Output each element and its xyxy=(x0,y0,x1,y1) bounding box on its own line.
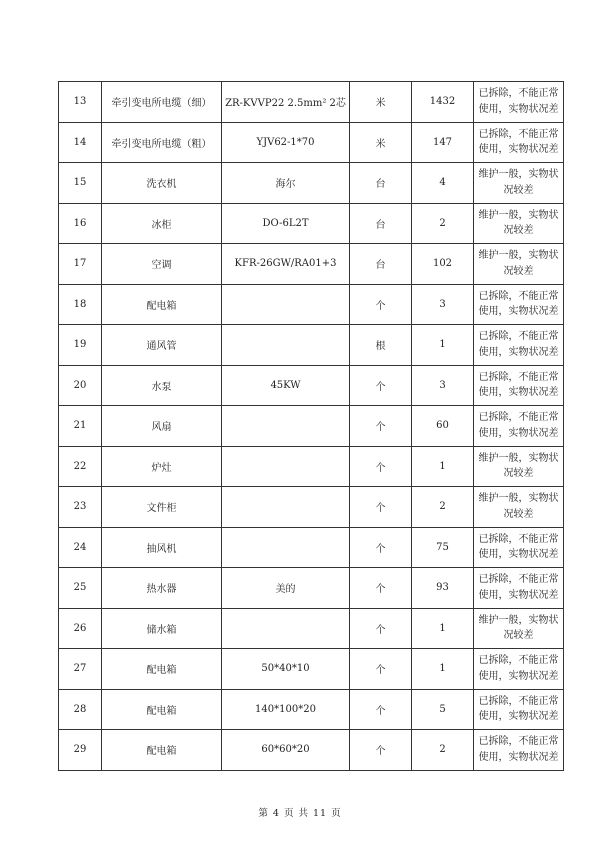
inventory-table xyxy=(58,81,564,771)
row-number: 23 xyxy=(59,487,102,528)
item-spec: ZR-KVVP22 2.5mm² 2芯 xyxy=(222,82,350,123)
item-status: 维护一般，实物状况较差 xyxy=(474,487,564,528)
row-number: 17 xyxy=(59,244,102,285)
item-spec xyxy=(222,284,350,325)
item-unit: 台 xyxy=(350,203,412,244)
item-status: 维护一般，实物状况较差 xyxy=(474,446,564,487)
item-name: 抽风机 xyxy=(102,527,222,568)
item-name: 配电箱 xyxy=(102,730,222,771)
item-unit: 个 xyxy=(350,527,412,568)
item-quantity: 2 xyxy=(412,203,474,244)
item-name: 配电箱 xyxy=(102,284,222,325)
item-name: 风扇 xyxy=(102,406,222,447)
item-name: 通风管 xyxy=(102,325,222,366)
row-number: 20 xyxy=(59,365,102,406)
item-quantity: 1 xyxy=(412,608,474,649)
item-spec: 45KW xyxy=(222,365,350,406)
item-name: 洗衣机 xyxy=(102,163,222,204)
item-status: 已拆除，不能正常使用，实物状况差 xyxy=(474,122,564,163)
item-status: 已拆除，不能正常使用，实物状况差 xyxy=(474,406,564,447)
table-row xyxy=(59,82,564,123)
item-spec: 60*60*20 xyxy=(222,730,350,771)
item-name: 空调 xyxy=(102,244,222,285)
item-unit: 个 xyxy=(350,487,412,528)
item-spec: DO-6L2T xyxy=(222,203,350,244)
table-row xyxy=(59,730,564,771)
item-spec xyxy=(222,608,350,649)
table-row xyxy=(59,325,564,366)
item-quantity: 1 xyxy=(412,446,474,487)
item-status: 维护一般，实物状况较差 xyxy=(474,608,564,649)
table-row xyxy=(59,122,564,163)
table-row xyxy=(59,244,564,285)
item-spec: 海尔 xyxy=(222,163,350,204)
item-spec: YJV62-1*70 xyxy=(222,122,350,163)
table-row xyxy=(59,163,564,204)
row-number: 21 xyxy=(59,406,102,447)
item-name: 水泵 xyxy=(102,365,222,406)
row-number: 26 xyxy=(59,608,102,649)
table-row xyxy=(59,406,564,447)
item-unit: 个 xyxy=(350,689,412,730)
table-row xyxy=(59,284,564,325)
item-status: 已拆除，不能正常使用，实物状况差 xyxy=(474,82,564,123)
item-status: 已拆除，不能正常使用，实物状况差 xyxy=(474,568,564,609)
row-number: 14 xyxy=(59,122,102,163)
item-quantity: 93 xyxy=(412,568,474,609)
inventory-table-body xyxy=(59,82,564,771)
item-name: 炉灶 xyxy=(102,446,222,487)
item-quantity: 1 xyxy=(412,649,474,690)
row-number: 24 xyxy=(59,527,102,568)
row-number: 28 xyxy=(59,689,102,730)
item-status: 维护一般，实物状况较差 xyxy=(474,163,564,204)
page-footer: 第 4 页 共 11 页 xyxy=(258,808,342,819)
item-name: 文件柜 xyxy=(102,487,222,528)
item-quantity: 4 xyxy=(412,163,474,204)
row-number: 15 xyxy=(59,163,102,204)
item-quantity: 60 xyxy=(412,406,474,447)
table-row xyxy=(59,689,564,730)
item-name: 配电箱 xyxy=(102,689,222,730)
item-spec xyxy=(222,527,350,568)
item-quantity: 1 xyxy=(412,325,474,366)
item-quantity: 2 xyxy=(412,487,474,528)
item-unit: 米 xyxy=(350,82,412,123)
item-spec: 50*40*10 xyxy=(222,649,350,690)
item-name: 储水箱 xyxy=(102,608,222,649)
item-unit: 根 xyxy=(350,325,412,366)
item-unit: 个 xyxy=(350,446,412,487)
row-number: 18 xyxy=(59,284,102,325)
item-status: 已拆除，不能正常使用，实物状况差 xyxy=(474,649,564,690)
item-status: 已拆除，不能正常使用，实物状况差 xyxy=(474,689,564,730)
item-status: 维护一般，实物状况较差 xyxy=(474,244,564,285)
item-spec xyxy=(222,325,350,366)
table-row xyxy=(59,568,564,609)
item-name: 牵引变电所电缆（细） xyxy=(102,82,222,123)
row-number: 19 xyxy=(59,325,102,366)
table-row xyxy=(59,527,564,568)
item-unit: 个 xyxy=(350,608,412,649)
row-number: 25 xyxy=(59,568,102,609)
item-name: 牵引变电所电缆（粗） xyxy=(102,122,222,163)
item-name: 配电箱 xyxy=(102,649,222,690)
row-number: 27 xyxy=(59,649,102,690)
item-quantity: 3 xyxy=(412,284,474,325)
row-number: 29 xyxy=(59,730,102,771)
item-unit: 个 xyxy=(350,284,412,325)
item-unit: 台 xyxy=(350,163,412,204)
row-number: 13 xyxy=(59,82,102,123)
row-number: 22 xyxy=(59,446,102,487)
row-number: 16 xyxy=(59,203,102,244)
table-row xyxy=(59,608,564,649)
table-row xyxy=(59,446,564,487)
item-quantity: 1432 xyxy=(412,82,474,123)
item-unit: 米 xyxy=(350,122,412,163)
item-quantity: 2 xyxy=(412,730,474,771)
item-quantity: 3 xyxy=(412,365,474,406)
item-spec: 140*100*20 xyxy=(222,689,350,730)
item-spec xyxy=(222,487,350,528)
item-name: 冰柜 xyxy=(102,203,222,244)
item-status: 已拆除，不能正常使用，实物状况差 xyxy=(474,527,564,568)
item-quantity: 147 xyxy=(412,122,474,163)
table-row xyxy=(59,487,564,528)
item-unit: 个 xyxy=(350,406,412,447)
item-quantity: 5 xyxy=(412,689,474,730)
item-spec: KFR-26GW/RA01+3 xyxy=(222,244,350,285)
item-unit: 个 xyxy=(350,365,412,406)
table-row xyxy=(59,203,564,244)
item-unit: 台 xyxy=(350,244,412,285)
item-spec xyxy=(222,406,350,447)
table-row xyxy=(59,365,564,406)
item-status: 已拆除，不能正常使用，实物状况差 xyxy=(474,365,564,406)
item-unit: 个 xyxy=(350,568,412,609)
item-spec: 美的 xyxy=(222,568,350,609)
item-status: 已拆除，不能正常使用，实物状况差 xyxy=(474,730,564,771)
item-status: 已拆除，不能正常使用，实物状况差 xyxy=(474,325,564,366)
table-row xyxy=(59,649,564,690)
item-spec xyxy=(222,446,350,487)
item-unit: 个 xyxy=(350,649,412,690)
item-unit: 个 xyxy=(350,730,412,771)
item-status: 维护一般，实物状况较差 xyxy=(474,203,564,244)
item-quantity: 75 xyxy=(412,527,474,568)
item-quantity: 102 xyxy=(412,244,474,285)
item-status: 已拆除，不能正常使用，实物状况差 xyxy=(474,284,564,325)
item-name: 热水器 xyxy=(102,568,222,609)
